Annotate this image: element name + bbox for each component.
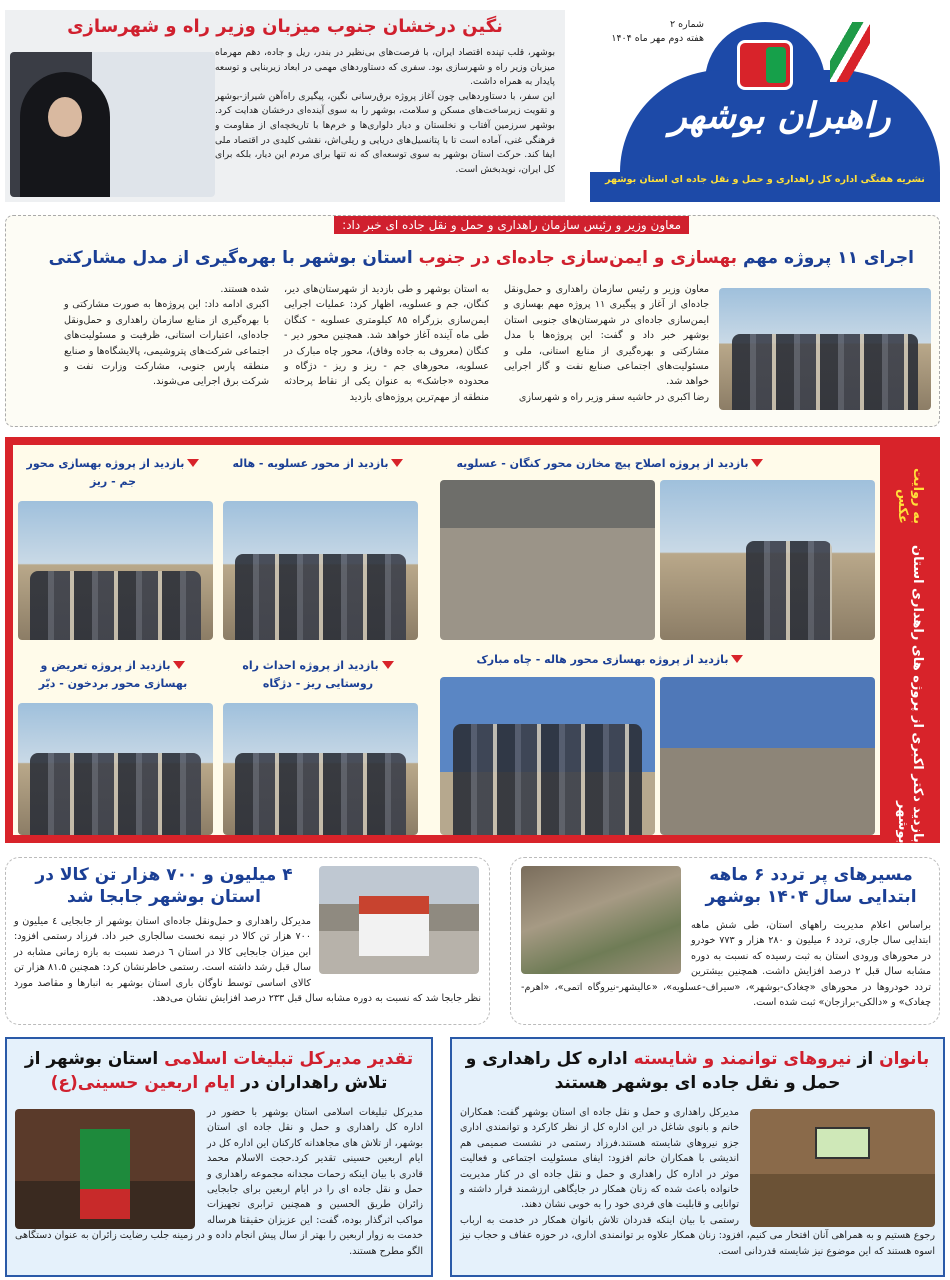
issue-date: هفته دوم مهر ماه ۱۴۰۴ — [611, 33, 704, 44]
main-story-col3: شده هستند. اکبری ادامه داد: این پروژه‌ها به صورت مشارکتی و با بهره‌گیری از منابع سازمان راهداری و حمل‌ونقل جاده‌ای، اعتبارات استانی، ظرفیت و مسئولیت‌های اجتماعی شرکت‌های پتروشیمی، پالایشگاه‌ها و صنایع منطقه پارس جنوبی، مشارکت وزارت نفت و شرکت برق اجرایی می‌شوند. — [64, 284, 269, 388]
cargo-story-text: مدیرکل راهداری و حمل‌ونقل جاده‌ای استان بوشهر از جابجایی ٤ میلیون و ۷۰۰ هزار تن کالا در نیمه نخست سالجاری خبر داد. فرزاد رستمی افزود: این میزان جابجایی کالا در استان ٦ درصد نسبت به بازه زمانی مشابه در سال قبل رشد داشته است. رستمی خاطرنشان کرد: همچنین ۸۱.۵ هزار تن کالای اساسی توسط ناوگان باری استان بوشهر به انبارها و مقاصد مورد نظر جابجا شد که نسبت به دوره مشابه سال قبل ۲۳۳ درصد افزایش نشان می‌دهد. — [14, 916, 481, 1005]
headline-part: اجرای ۱۱ پروژه مهم — [737, 248, 914, 268]
headline-part: بانوان — [879, 1049, 930, 1069]
headline-part: نیروهای توانمند و شایسته — [633, 1049, 852, 1069]
headline-part: بهسازی و ایمن‌سازی جاده‌ای در جنوب — [412, 248, 738, 268]
women-story-photo — [750, 1109, 935, 1227]
cargo-story-headline: ۴ میلیون و ۷۰۰ هزار تن کالا در استان بوشهر جابجا شد — [35, 865, 293, 907]
photo-caption: بازدید از پروژه تعریض و بهسازی محور بردخون - دیّر — [38, 659, 188, 690]
headline-part: استان بوشهر از تلاش راهداران در — [24, 1049, 388, 1093]
photo-caption: بازدید از پروژه بهسازی محور هاله - چاه مبارک — [410, 651, 810, 669]
top-story-body: بوشهر، قلب تپنده اقتصاد ایران، با فرصت‌های بی‌نظیر در بندر، ریل و جاده، دهم مهرماه میزبان وزیر راه و شهرسازی بود. سفری که دستاوردهای مهمی در ابعاد زیربنایی و توسعه پایدار به همراه داشت. این سفر، با دستاوردهایی چون آغاز پروژه برق‌رسانی نگین، پیگیری راه‌آهن شیراز-بوشهر و تقویت زیرساخت‌های مسکن و سلامت، بوشهر را به سوی آینده‌ای درخشان هدایت کرد. بوشهر سرزمین آفتاب و نخلستان و دیار دلواری‌ها و خرم‌ها با تاریخچه‌ای از مقاومت و فرهنگی غنی، آماده است تا با پتانسیل‌های دریایی و ریلی‌اش، نقشی کلیدی در اقتصاد ملی ایفا کند. حرکت استان بوشهر به سوی توسعه‌ای که نه تنها برای مردم این دیار، بلکه برای کل ایران، نویدبخش است. — [215, 47, 555, 175]
photo-asaluyeh-haleh — [223, 501, 418, 640]
headline-part: تقدیر مدیرکل تبلیغات اسلامی — [164, 1049, 414, 1069]
photo-riz-dezhgah — [223, 703, 418, 835]
main-story-col2: به استان بوشهر و طی بازدید از شهرستان‌های دیر، کنگان، جم و عسلویه، اظهار کرد: عملیات اجرایی ایمن‌سازی بزرگراه ۸۵ کیلومتری عسلویه - کنگان طی ماه آینده آغاز خواهد شد. همچنین محور دیر - کنگان (معروف به جاده وفاق)، محور چاه مبارک در عسلویه، محورهای جم - ریز و ریز - دژگاه و محدوده «جاشک» به عنوان یکی از نقاط پرحادثه منطقه از مهم‌ترین پروژه‌های بازدید — [284, 284, 489, 403]
masthead — [590, 10, 940, 202]
photo-haleh-chahmobarak-2 — [440, 677, 655, 835]
float-spacer — [311, 914, 481, 976]
main-story — [5, 215, 940, 427]
arbaeen-story-photo — [15, 1109, 195, 1229]
photo-caption: بازدید از محور عسلویه - هاله — [223, 455, 413, 473]
triangle-marker-icon — [187, 459, 199, 467]
photo-spread — [5, 437, 940, 843]
main-story-col1: معاون وزیر و رئیس سازمان راهداری و حمل‌ونقل جاده‌ای از آغاز و پیگیری ۱۱ پروژه مهم بهسازی و ایمن‌سازی جاده‌ای در شهرستان‌های جنوبی استان بوشهر خبر داد و گفت: این پروژه‌ها با مدل مشارکتی و بهره‌گیری از منابع استانی، ملی و مسئولیت‌های اجتماعی صنایع نفت و گاز اجرایی خواهد شد. رضا اکبری در حاشیه سفر وزیر راه و شهرسازی — [504, 284, 709, 403]
triangle-marker-icon — [173, 661, 185, 669]
top-story — [5, 10, 565, 202]
headline-part: از — [851, 1049, 880, 1069]
triangle-marker-icon — [751, 459, 763, 467]
triangle-marker-icon — [731, 655, 743, 663]
arbaeen-story-headline — [17, 1047, 421, 1095]
triangle-marker-icon — [382, 661, 394, 669]
women-story-text: مدیرکل راهداری و حمل و نقل جاده ای استان بوشهر گفت: همکاران خانم و بانوی شاغل در این اداره کل از نظر کارکرد و توانمندی اداری جزو نیروهای شایسته هستند.فرزاد رستمی در نشست صمیمی هم اندیشی با همکاران خانم افزود: ایفای مسئولیت اجتماعی و فعالیت موثر در اداره کل راهداری و حمل و نقل جاده ای در کنار مدیریت خانواده باعث شده که زنان همکار در جایگاهی ارزشمند قرار داشته و توانایی و قابلیت های فردی خود را به خوبی نشان دهند. رستمی با بیان اینکه قدردان تلاش بانوان همکار در خدمت به ارباب رجوع هستیم و به همراهی آنان افتخار می کنیم، افزود: زنان همکار علاوه بر توانمندی اداری، در حوزه عفاف و حجاب نیز اسوه هستند که این موضوع نیز شایسته قدردانی است. — [460, 1107, 935, 1257]
arbaeen-story — [5, 1037, 433, 1277]
headline-part: ایام اربعین حسینی(ع) — [50, 1073, 236, 1093]
photo-spread-side — [880, 437, 940, 843]
photo-caption: بازدید از پروژه اصلاح پیچ مخازن محور کنگان - عسلویه — [410, 455, 810, 473]
issue-number: شماره ۲ — [669, 19, 704, 30]
photo-caption: بازدید از پروژه بهسازی محور جم - ریز — [18, 455, 208, 491]
screen-shape — [815, 1127, 870, 1159]
women-story-headline — [462, 1047, 933, 1095]
photo-face — [48, 97, 82, 137]
traffic-story-body — [521, 918, 931, 1010]
iran-flag-icon — [830, 22, 870, 82]
photo-kangan-asaluyeh-2 — [440, 480, 655, 640]
main-story-headline — [16, 246, 914, 270]
float-spacer — [521, 918, 691, 978]
newspaper-subtitle: نشریه هفتگی اداره کل راهداری و حمل و نقل جاده ای استان بوشهر — [590, 172, 940, 202]
headline-part: استان بوشهر با بهره‌گیری از مدل مشارکتی — [48, 248, 413, 268]
arbaeen-story-text: مدیرکل تبلیغات اسلامی استان بوشهر با حضور در اداره کل راهداری و حمل و نقل جاده ای استان بوشهر، از تلاش های مجاهدانه کارکنان این اداره کل در ایام اربعین حسینی تقدیر کرد.حجت الاسلام محمد قادری با بیان اینکه زحمات مجدانه مجموعه راهداری و حمل و نقل جاده ای را در ایام اربعین برای جابجایی زائران طریق الحسین و همچنین ترابری تجهیزات مواکب اثرگذار بوده، گفت: این عزیزان حقیقتا هرساله خدمت به زوار اربعین را بهتر از سال پیش انجام داده و در زمینه جلب رضایت زائران به عنوان دستگاهی الگو مطرح هستند. — [15, 1107, 423, 1257]
photo-spread-subtitle: به روایت عکس — [895, 468, 925, 525]
photo-bardkhun-dayyer — [18, 703, 213, 835]
photo-spread-title: بازدید دکتر اکبری از پروژه های راهداری استان بوشهر — [895, 545, 925, 843]
women-story — [450, 1037, 945, 1277]
traffic-story — [510, 857, 940, 1025]
cargo-story-body — [14, 914, 481, 1006]
headline-part: اداره کل راهداری و حمل و نقل جاده ای بوشهر هستند — [465, 1049, 841, 1093]
triangle-marker-icon — [391, 459, 403, 467]
photo-haleh-chahmobarak-1 — [660, 677, 875, 835]
rmto-logo-icon — [737, 40, 793, 90]
traffic-story-text: براساس اعلام مدیریت راههای استان، طی شش ماهه ابتدایی سال جاری، تردد ۶ میلیون و ۲۸۰ هزار و ۷۷۳ خودرو در محورهای ورودی استان به ثبت رسیده که نسبت به دوره مشابه سال قبل ۲ درصد افزایش داشت. همچنین بیشترین تردد خودروها در محورهای «چغادک-بوشهر»، «سیراف-عسلویه»، «عالیشهر-نیروگاه اتمی»، «اهرم-چغادک» و «دالکی-برازجان» ثبت شده است. — [521, 920, 931, 1009]
photo-jam-riz — [18, 501, 213, 640]
top-story-photo — [10, 52, 215, 197]
photo-kangan-asaluyeh-1 — [660, 480, 875, 640]
cargo-story — [5, 857, 490, 1025]
photo-caption: بازدید از پروژه احداث راه روستایی ریز - دژگاه — [223, 657, 413, 693]
flag-banner-shape — [80, 1129, 130, 1219]
photo-spread-inner — [13, 445, 880, 835]
top-story-headline: نگین درخشان جنوب میزبان وزیر راه و شهرسازی — [67, 16, 503, 37]
newspaper-title: راهبران بوشهر — [669, 95, 891, 137]
main-story-kicker: معاون وزیر و رئیس سازمان راهداری و حمل و نقل جاده ای خبر داد: — [334, 216, 689, 234]
issue-info — [592, 18, 704, 46]
traffic-story-headline: مسیرهای پر تردد ۶ ماهه ابتدایی سال ۱۴۰۴ بوشهر — [705, 865, 917, 907]
main-story-photo — [719, 288, 931, 410]
